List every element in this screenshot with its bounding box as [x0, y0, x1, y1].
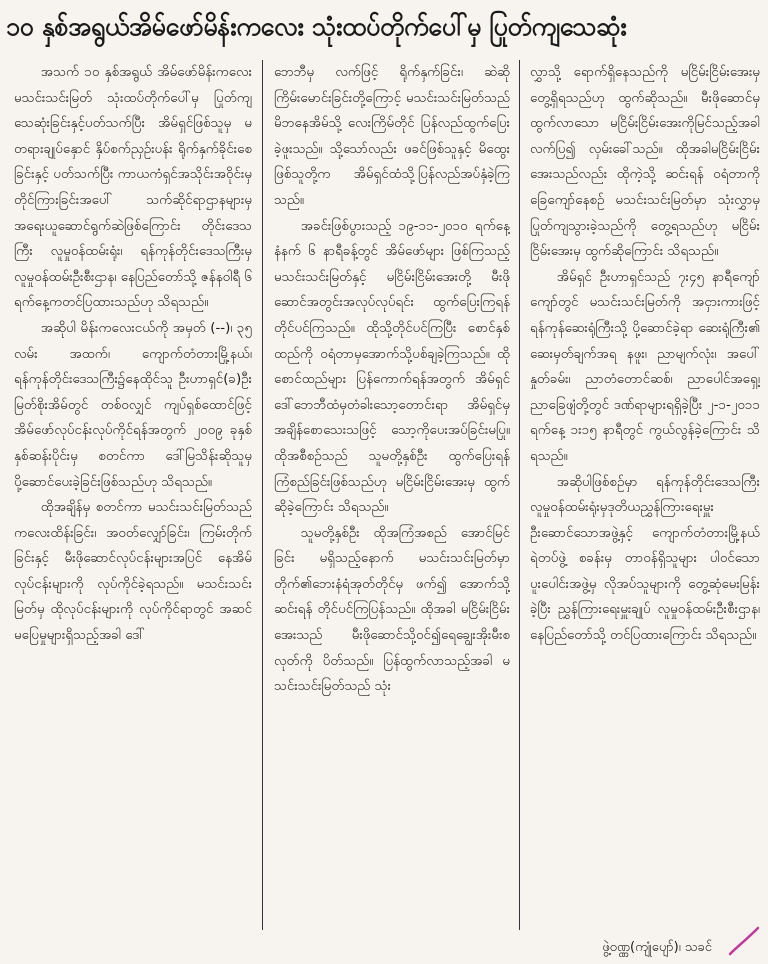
- byline: ဖွဲ့ဝဏ္ဏ(ကျုံပျော်)၊ သခင်: [602, 940, 712, 955]
- pen-stroke-mark: [724, 920, 764, 960]
- paragraph: အသက် ၁၀ နှစ်အရွယ် အိမ်ဖော်မိန်းကလေး မသင်းသင်းမြတ် သုံးထပ်တိုက်ပေါ်မှ ပြုတ်ကျသေဆုံးခြင်းနှင့်ပတ်သက်ပြီး အိမ်ရှင်ဖြစ်သူမှ မတရားချုပ်နှောင် နှိပ်စက်ညှဉ်းပန်း ရိုက်နှက်ခိုင်းစေခြင်းနှင့် ပတ်သက်ပြီး ကာယကံရှင်အသိုင်းအဝိုင်းမှ တိုင်ကြားခြင်းအပေါ် သက်ဆိုင်ရာဌာနများမှ အရေးယူဆောင်ရွက်ဆဲဖြစ်ကြောင်း တိုင်းဒေသကြီး လူမှုဝန်ထမ်းရုံး၊ ရန်ကုန်တိုင်းဒေသကြီးမှ လူမှုဝန်ထမ်းဦးစီးဌာန၊ နေပြည်တော်သို့ ဇန်နဝါရီ ၆ ရက်နေ့ကတင်ပြထားသည်ဟု သိရသည်။: [14, 65, 252, 311]
- paragraph: အခင်းဖြစ်ပွားသည့် ၁၉-၁၁-၂၀၁၀ ရက်နေ့ နံနက် ၆ နာရီခန့်တွင် အိမ်ဖော်များ ဖြစ်ကြသည့် မသင်းသင်းမြတ်နှင့် မငြိမ်းငြိမ်းအေးတို့ မီးဖိုဆောင်အတွင်းအလုပ်လုပ်ရင်း ထွက်ပြေးကြရန် တိုင်ပင်ကြသည်။ ထိုသို့တိုင်ပင်ကြပြီး စောင်နှစ်ထည်ကို ဝရံတာမှအောက်သို့ပစ်ချခဲ့ကြသည်။ ထိုစောင်ထည်များ ပြန်ကောက်ရန်အတွက် အိမ်ရှင် ဒေါ်ဘေဘီထံမှတံခါးသော့တောင်းရာ အိမ်ရှင်မှ အချိန်စောသေးသဖြင့် သော့ကိုပေးအပ်ခြင်းမပြု။ ထိုအစီစဉ်သည် သူမတို့နှစ်ဦး ထွက်ပြေးရန်ကြံစည်ခြင်းဖြစ်သည်ဟု မငြိမ်းငြိမ်းအေးမှ ထွက်ဆိုခဲ့ကြောင်း သိရသည်။: [274, 218, 510, 516]
- paragraph: သူမတို့နှစ်ဦး ထိုအကြံအစည် အောင်မြင်ခြင်း မရှိသည့်နောက် မသင်းသင်းမြတ်မှာ တိုက်၏ဘေးနံရံအုတ်တိုင်မှ ဖက်၍ အောက်သို့ဆင်းရန် တိုင်ပင်ကြပြန်သည်။ ထိုအခါ မငြိမ်းငြိမ်းအေးသည် မီးဖိုဆောင်သို့ဝင်၍ရေချွေးအိုးမီးစလုတ်ကို ပိတ်သည်။ ပြန်ထွက်လာသည့်အခါ မသင်းသင်းမြတ်သည် သုံး: [274, 525, 510, 695]
- column-divider: [262, 60, 263, 930]
- paragraph: အဆိုပါ မိန်းကလေးငယ်ကို အမှတ် (--)၊ ၃၅ လမ်း အထက်၊ ကျောက်တံတားမြို့နယ်၊ ရန်ကုန်တိုင်းဒေသကြီး၌နေထိုင်သူ ဦးဟာရှင်(ခ)ဦးမြတ်စိုးအိမ်တွင် တစ်ဝလျှင် ကျပ်ရှစ်ထောင်ဖြင့် အိမ်ဖော်လုပ်ငန်းလုပ်ကိုင်ရန်အတွက် ၂၀၀၉ ခုနှစ် နှစ်ဆန်းပိုင်းမှ စတင်ကာ ဒေါ်မြသိန်းဆိုသူမှ ပို့ဆောင်ပေးခဲ့ခြင်းဖြစ်သည်ဟု သိရသည်။: [14, 320, 252, 490]
- paragraph: ထိုအချိန်မှ စတင်ကာ မသင်းသင်းမြတ်သည် ကလေးထိန်းခြင်း၊ အဝတ်လျှော်ခြင်း၊ ကြမ်းတိုက်ခြင်းနှင့် မီးဖိုဆောင်လုပ်ငန်းများအပြင် နေအိမ်လုပ်ငန်းများကို လုပ်ကိုင်ခဲ့ရသည်။ မသင်းသင်းမြတ်မှ ထိုလုပ်ငန်းများကို လုပ်ကိုင်ရာတွင် အဆင်မပြေမှုများရှိသည့်အခါ ဒေါ်: [14, 500, 252, 644]
- paragraph: အဆိုပါဖြစ်စဉ်မှာ ရန်ကုန်တိုင်းဒေသကြီးလူမှုဝန်ထမ်းရုံးမှဒုတိယညွှန်ကြားရေးမှူး ဦးဆောင်သောအဖွဲ့နှင့် ကျောက်တံတားမြို့နယ် ရဲတပ်ဖွဲ့ စခန်းမှ တာဝန်ရှိသူများ ပါဝင်သော ပူးပေါင်းအဖွဲ့မှ လိုအပ်သူများကို တွေ့ဆုံမေးမြန်းခဲ့ပြီး ညွှန်ကြားရေးမှူးချုပ် လူမှုဝန်ထမ်းဦးစီးဌာန၊ နေပြည်တော်သို့ တင်ပြထားကြောင်း သိရသည်။: [530, 474, 760, 644]
- paragraph: အိမ်ရှင် ဦးဟာရှင်သည် ၇း၄၅ နာရီကျော်ကျော်တွင် မသင်းသင်းမြတ်ကို အငှားကားဖြင့် ရန်ကုန်ဆေးရုံကြီးသို့ ပို့ဆောင်ခဲ့ရာ ဆေးရုံကြီး၏ ဆေးမှတ်ချက်အရ နဖူး၊ ညာမျက်လုံး၊ အပေါ်နှုတ်ခမ်း၊ ညာတံတောင်ဆစ်၊ ညာပေါင်အရှေ့၊ ညာခြေဖျံတို့တွင် ဒဏ်ရာများရရှိခဲ့ပြီး ၂-၁-၂၀၁၁ ရက်နေ့ ၁း၁၅ နာရီတွင် ကွယ်လွန်ခဲ့ကြောင်း သိရသည်။: [530, 269, 760, 464]
- article-column-2: [274, 60, 510, 926]
- paragraph: ဘေဘီမှ လက်ဖြင့် ရိုက်နှက်ခြင်း၊ ဆဲဆို ကြိမ်းမောင်းခြင်းတို့ကြောင့် မသင်းသင်းမြတ်သည် မိဘနေအိမ်သို့ လေးကြိမ်တိုင် ပြန်လည်ထွက်ပြေးခဲ့ဖူးသည်။ သို့သော်လည်း ဖခင်ဖြစ်သူနှင့် မိထွေးဖြစ်သူတို့က အိမ်ရှင်ထံသို့ပြန်လည်အပ်နှံခဲ့ကြသည်။: [274, 65, 510, 208]
- article-column-3: [530, 60, 760, 926]
- paragraph: လွှာသို့ ရောက်ရှိနေသည်ကို မငြိမ်းငြိမ်းအေးမှ တွေ့ရှိရသည်ဟု ထွက်ဆိုသည်။ မီးဖိုဆောင်မှထွက်လာသော မငြိမ်းငြိမ်းအေးကိုမြင်သည့်အခါ လက်ပြ၍ လှမ်းခေါ်သည်။ ထိုအခါမငြိမ်းငြိမ်းအေးသည်လည်း ထိုကဲ့သို့ ဆင်းရန် ဝရံတာကို ခြေကျော်နေစဉ် မသင်းသင်းမြတ်မှာ သုံးလွှာမှ ပြုတ်ကျသွားခဲ့သည်ကို တွေ့ရသည်ဟု မငြိမ်းငြိမ်းအေးမှ ထွက်ဆိုကြောင်း သိရသည်။: [530, 65, 760, 260]
- column-divider: [519, 60, 520, 930]
- article-column-1: [14, 60, 252, 926]
- headline: ၁၀ နှစ်အရွယ်အိမ်ဖော်မိန်းကလေး သုံးထပ်တိုက်ပေါ်မှ ပြုတ်ကျသေဆုံး: [6, 12, 627, 41]
